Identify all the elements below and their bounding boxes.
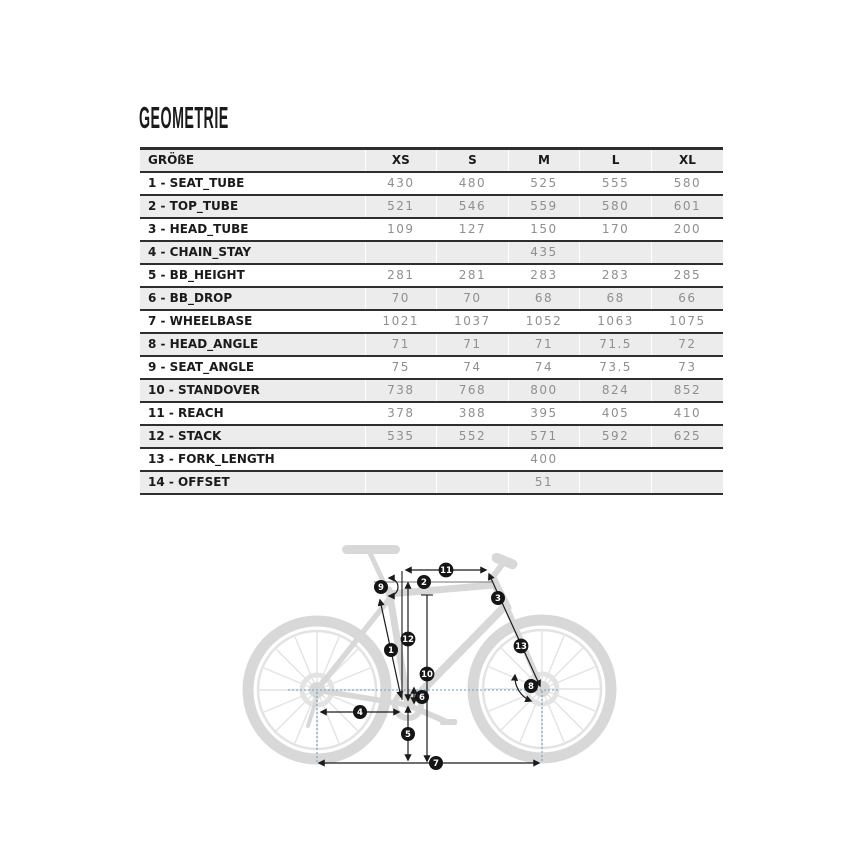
row-value: [651, 471, 723, 494]
row-value: 592: [580, 425, 652, 448]
badge-head-angle: [524, 679, 538, 693]
row-label: 10 - STANDOVER: [148, 383, 260, 397]
row-value: 74: [437, 356, 509, 379]
row-value: 71.5: [580, 333, 652, 356]
row-label: 9 - SEAT_ANGLE: [148, 360, 255, 374]
row-value: 71: [437, 333, 509, 356]
row-label: 4 - CHAIN_STAY: [148, 245, 252, 259]
column-header-l: L: [580, 149, 652, 173]
table-row: [140, 218, 723, 241]
row-value: [580, 448, 652, 471]
badge-seat-tube: [384, 643, 398, 657]
svg-text:8: 8: [528, 682, 534, 693]
row-value: 283: [580, 264, 652, 287]
geometry-table-container: [140, 147, 723, 495]
row-label: 3 - HEAD_TUBE: [148, 222, 249, 236]
row-value: 70: [437, 287, 509, 310]
badge-bb-height: [401, 727, 415, 741]
table-row: [140, 264, 723, 287]
row-value: 388: [437, 402, 509, 425]
badge-chain-stay: [353, 705, 367, 719]
row-value: 535: [365, 425, 437, 448]
row-value: [651, 241, 723, 264]
row-value: 852: [651, 379, 723, 402]
row-value: [437, 471, 509, 494]
table-header-row: [140, 149, 723, 173]
row-label: 1 - SEAT_TUBE: [148, 176, 245, 190]
row-label: 11 - REACH: [148, 406, 224, 420]
row-value: 400: [508, 448, 580, 471]
column-header-size: GRÖßE: [148, 153, 195, 167]
svg-text:1: 1: [388, 646, 394, 657]
row-value: 435: [508, 241, 580, 264]
badge-seat-angle: [374, 580, 388, 594]
row-value: 150: [508, 218, 580, 241]
bike-silhouette-icon: [248, 545, 611, 759]
row-value: 71: [365, 333, 437, 356]
table-row: [140, 356, 723, 379]
svg-text:12: 12: [402, 635, 414, 646]
svg-text:3: 3: [495, 594, 501, 605]
svg-text:4: 4: [357, 708, 363, 719]
row-value: 800: [508, 379, 580, 402]
row-label: 5 - BB_HEIGHT: [148, 268, 245, 282]
row-value: [365, 471, 437, 494]
row-value: 73.5: [580, 356, 652, 379]
table-body: [140, 172, 723, 494]
row-label: 2 - TOP_TUBE: [148, 199, 239, 213]
bike-geometry-diagram: [230, 515, 650, 805]
row-value: 430: [365, 172, 437, 195]
geometry-table: [140, 147, 723, 495]
row-value: 70: [365, 287, 437, 310]
row-value: 555: [580, 172, 652, 195]
row-value: 127: [437, 218, 509, 241]
badge-head-tube: [491, 591, 505, 605]
row-value: 281: [437, 264, 509, 287]
row-label: 13 - FORK_LENGTH: [148, 452, 275, 466]
svg-text:2: 2: [421, 578, 427, 589]
row-value: 768: [437, 379, 509, 402]
row-value: 66: [651, 287, 723, 310]
svg-text:7: 7: [433, 759, 439, 770]
row-value: 200: [651, 218, 723, 241]
row-value: 73: [651, 356, 723, 379]
row-value: 395: [508, 402, 580, 425]
row-value: [580, 471, 652, 494]
table-row: [140, 379, 723, 402]
row-value: 521: [365, 195, 437, 218]
row-label: 12 - STACK: [148, 429, 222, 443]
badge-reach: [439, 563, 454, 578]
page-title: GEOMETRIE: [139, 100, 229, 135]
table-row: [140, 287, 723, 310]
badge-fork-length: [514, 639, 529, 654]
row-value: 580: [651, 172, 723, 195]
row-value: [651, 448, 723, 471]
table-row: [140, 471, 723, 494]
column-header-xl: XL: [651, 149, 723, 173]
table-row: [140, 241, 723, 264]
row-label: 8 - HEAD_ANGLE: [148, 337, 259, 351]
column-header-s: S: [437, 149, 509, 173]
row-value: 283: [508, 264, 580, 287]
table-row: [140, 402, 723, 425]
row-value: 378: [365, 402, 437, 425]
row-value: 824: [580, 379, 652, 402]
row-value: 74: [508, 356, 580, 379]
row-value: 1021: [365, 310, 437, 333]
row-value: 170: [580, 218, 652, 241]
svg-text:9: 9: [378, 583, 384, 594]
row-value: 68: [580, 287, 652, 310]
row-value: 109: [365, 218, 437, 241]
column-header-xs: XS: [365, 149, 437, 173]
row-label: 6 - BB_DROP: [148, 291, 233, 305]
svg-text:13: 13: [515, 642, 527, 653]
row-value: 410: [651, 402, 723, 425]
svg-text:6: 6: [419, 693, 425, 704]
row-value: 1052: [508, 310, 580, 333]
row-value: [437, 448, 509, 471]
svg-text:10: 10: [421, 670, 433, 681]
row-value: 625: [651, 425, 723, 448]
badge-top-tube: [417, 575, 431, 589]
row-value: 546: [437, 195, 509, 218]
row-value: 281: [365, 264, 437, 287]
row-value: [365, 241, 437, 264]
row-value: 601: [651, 195, 723, 218]
row-value: 51: [508, 471, 580, 494]
row-value: 72: [651, 333, 723, 356]
row-value: 580: [580, 195, 652, 218]
row-value: 571: [508, 425, 580, 448]
row-value: 1075: [651, 310, 723, 333]
row-value: [437, 241, 509, 264]
row-value: 552: [437, 425, 509, 448]
svg-text:11: 11: [440, 566, 452, 577]
table-row: [140, 425, 723, 448]
row-value: 75: [365, 356, 437, 379]
svg-text:5: 5: [405, 730, 411, 741]
row-value: 285: [651, 264, 723, 287]
row-label: 14 - OFFSET: [148, 475, 230, 489]
row-label: 7 - WHEELBASE: [148, 314, 253, 328]
table-row: [140, 333, 723, 356]
row-value: 738: [365, 379, 437, 402]
row-value: 480: [437, 172, 509, 195]
row-value: 1063: [580, 310, 652, 333]
table-row: [140, 448, 723, 471]
table-row: [140, 172, 723, 195]
row-value: 405: [580, 402, 652, 425]
table-row: [140, 195, 723, 218]
row-value: [580, 241, 652, 264]
badge-wheelbase: [429, 756, 443, 770]
row-value: 559: [508, 195, 580, 218]
badge-standover: [420, 667, 435, 682]
badge-stack: [401, 632, 416, 647]
row-value: 525: [508, 172, 580, 195]
row-value: 71: [508, 333, 580, 356]
row-value: [365, 448, 437, 471]
table-row: [140, 310, 723, 333]
column-header-m: M: [508, 149, 580, 173]
row-value: 1037: [437, 310, 509, 333]
row-value: 68: [508, 287, 580, 310]
badge-bb-drop: [415, 690, 429, 704]
